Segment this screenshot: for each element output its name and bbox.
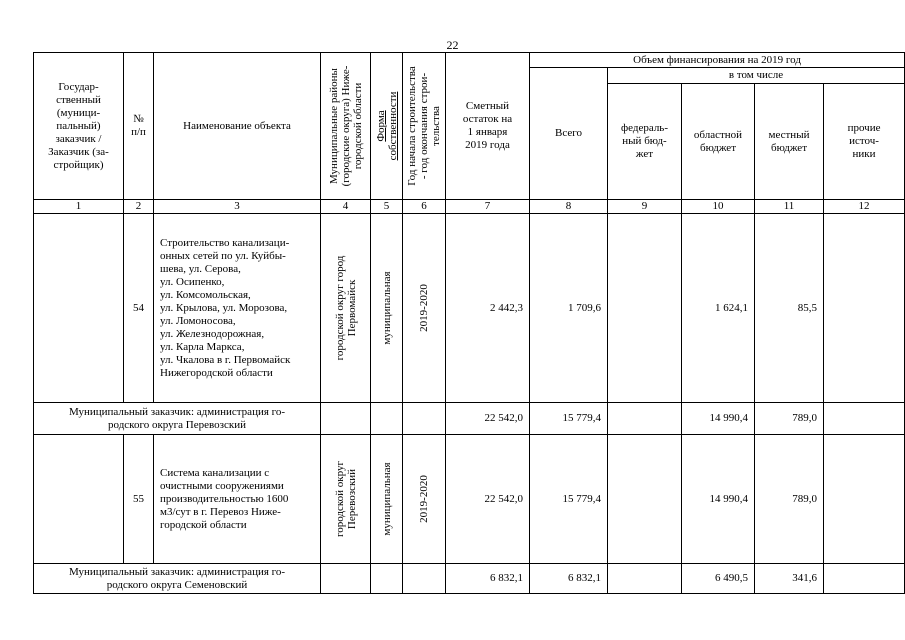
summary-regional: 14 990,4 (682, 403, 755, 435)
header-local: местный бюджет (755, 84, 824, 200)
summary-row (34, 564, 905, 594)
col-number: 12 (824, 200, 905, 214)
row-ownership: муниципальная (371, 435, 403, 564)
row-customer (34, 435, 124, 564)
summary-local: 341,6 (755, 564, 824, 594)
row-balance: 22 542,0 (446, 435, 530, 564)
row-local: 85,5 (755, 214, 824, 403)
header-customer: Государ- ственный (муници- пальный) заказчик / Заказчик (за- стройщик) (34, 53, 124, 200)
table-row (34, 214, 905, 403)
row-num: 55 (124, 435, 154, 564)
header-districts: Муниципальные районы (городские округа) Ниже- городской области (321, 53, 371, 200)
summary-balance: 22 542,0 (446, 403, 530, 435)
row-district: городской округ Перевозский (321, 435, 371, 564)
header-regional: областной бюджет (682, 84, 755, 200)
header-total: Всего (530, 68, 608, 200)
row-ownership: муниципальная (371, 214, 403, 403)
row-years: 2019-2020 (403, 435, 446, 564)
col-number: 7 (446, 200, 530, 214)
header-including: в том числе (608, 68, 905, 84)
page-number: 22 (446, 38, 459, 52)
col-number: 1 (34, 200, 124, 214)
header-object-name: Наименование объекта (154, 53, 321, 200)
row-balance: 2 442,3 (446, 214, 530, 403)
col-number: 5 (371, 200, 403, 214)
summary-total: 15 779,4 (530, 403, 608, 435)
row-district: городской округ город Первомайск (321, 214, 371, 403)
row-years: 2019-2020 (403, 214, 446, 403)
header-balance: Сметный остаток на 1 января 2019 года (446, 53, 530, 200)
summary-label: Муниципальный заказчик: администрация го- родского округа Перевозский (34, 403, 321, 435)
column-numbers-row (34, 200, 905, 214)
summary-local: 789,0 (755, 403, 824, 435)
summary-total: 6 832,1 (530, 564, 608, 594)
row-object: Система канализации с очистными сооружениями производительностью 1600 м3/сут в г. Перевоз Ниже- городской области (154, 435, 321, 564)
col-number: 10 (682, 200, 755, 214)
header-ownership: Форма собственности (371, 53, 403, 200)
header-other: прочие источ- ники (824, 84, 905, 200)
col-number: 11 (755, 200, 824, 214)
row-local: 789,0 (755, 435, 824, 564)
table-row (34, 435, 905, 564)
row-total: 1 709,6 (530, 214, 608, 403)
row-num: 54 (124, 214, 154, 403)
summary-balance: 6 832,1 (446, 564, 530, 594)
financing-table (33, 52, 905, 594)
row-regional: 14 990,4 (682, 435, 755, 564)
header-num: № п/п (124, 53, 154, 200)
header-funding-group: Объем финансирования на 2019 год (530, 53, 905, 68)
summary-regional: 6 490,5 (682, 564, 755, 594)
row-total: 15 779,4 (530, 435, 608, 564)
summary-label: Муниципальный заказчик: администрация го- родского округа Семеновский (34, 564, 321, 594)
header-years: Год начала строительства - год окончания строи- тельства (403, 53, 446, 200)
row-federal (608, 435, 682, 564)
row-object: Строительство канализаци- онных сетей по ул. Куйбы- шева, ул. Серова, ул. Осипенко, ул. Комсомольская, ул. Крылова, ул. Морозова, ул. Ломоносова, ул. Железнодорожная, ул. Карла Маркса, ул. Чкалова в г. Первомайск Нижегородской области (154, 214, 321, 403)
row-other (824, 435, 905, 564)
row-federal (608, 214, 682, 403)
col-number: 6 (403, 200, 446, 214)
header-federal: федераль- ный бюд- жет (608, 84, 682, 200)
col-number: 9 (608, 200, 682, 214)
row-other (824, 214, 905, 403)
row-regional: 1 624,1 (682, 214, 755, 403)
summary-row (34, 403, 905, 435)
col-number: 4 (321, 200, 371, 214)
col-number: 3 (154, 200, 321, 214)
row-customer (34, 214, 124, 403)
col-number: 8 (530, 200, 608, 214)
col-number: 2 (124, 200, 154, 214)
